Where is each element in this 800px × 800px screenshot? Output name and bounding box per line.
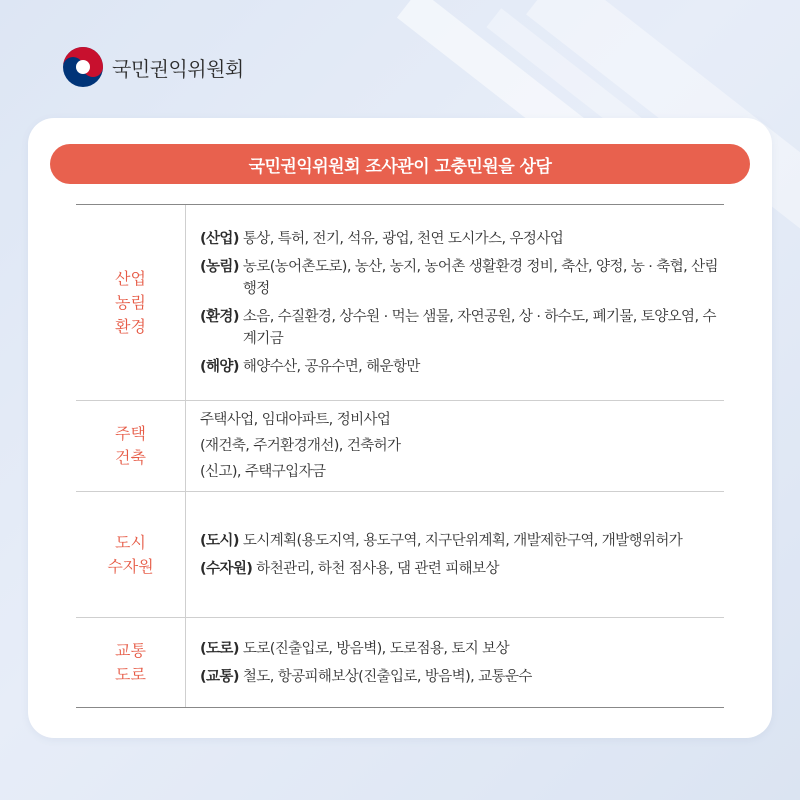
list-item <box>200 558 724 580</box>
content-cell <box>186 401 724 491</box>
category-label: 교통 <box>115 640 146 660</box>
category-label: 환경 <box>115 316 146 336</box>
item-tag: (해양) <box>200 358 239 375</box>
table-row <box>76 492 724 618</box>
list-item <box>200 638 724 660</box>
list-item <box>200 306 724 350</box>
item-desc: 철도, 항공피해보상(진출입로, 방음벽), 교통운수 <box>242 668 532 685</box>
title-banner <box>50 144 750 184</box>
category-table <box>76 204 724 708</box>
category-label: 산업 <box>115 268 146 288</box>
card-title: 국민권익위원회 조사관이 고충민원을 상담 <box>248 156 552 177</box>
item-desc: 통상, 특허, 전기, 석유, 광업, 천연 도시가스, 우정사업 <box>242 230 564 247</box>
table-row <box>76 401 724 492</box>
list-item <box>200 256 724 300</box>
item-tag: (도시) <box>200 532 239 549</box>
item-desc: 해양수산, 공유수면, 해운항만 <box>242 358 420 375</box>
category-cell <box>76 401 186 491</box>
item-tag: (도로) <box>200 640 239 657</box>
content-cell <box>186 492 724 617</box>
category-label: 건축 <box>115 448 146 467</box>
category-cell <box>76 492 186 617</box>
category-cell <box>76 618 186 707</box>
item-tag: (농림) <box>200 258 239 275</box>
table-row <box>76 205 724 401</box>
item-desc: 하천관리, 하천 점사용, 댐 관련 피해보상 <box>256 560 499 577</box>
list-item <box>200 530 724 552</box>
list-item <box>200 228 724 250</box>
org-name: 국민권익위원회 <box>112 56 244 81</box>
category-label: 수자원 <box>107 556 154 576</box>
header <box>62 46 244 88</box>
list-item <box>200 666 724 688</box>
category-label: 도시 <box>115 532 146 552</box>
taegeuk-emblem-icon <box>62 46 104 88</box>
content-line: (재건축, 주거환경개선), 건축허가 <box>200 438 401 454</box>
item-desc: 도시계획(용도지역, 용도구역, 지구단위계획, 개발제한구역, 개발행위허가 <box>242 532 683 549</box>
category-label: 주택 <box>115 424 146 443</box>
category-label: 농림 <box>115 292 146 312</box>
list-item <box>200 356 724 378</box>
item-tag: (교통) <box>200 668 239 685</box>
content-line: (신고), 주택구입자금 <box>200 464 326 480</box>
content-card <box>28 118 772 738</box>
item-tag: (수자원) <box>200 560 253 577</box>
item-desc: 도로(진출입로, 방음벽), 도로점용, 토지 보상 <box>242 640 509 657</box>
content-cell <box>186 205 724 400</box>
item-desc: 농로(농어촌도로), 농산, 농지, 농어촌 생활환경 정비, 축산, 양정, 농 · 축협, 산림행정 <box>242 258 718 297</box>
item-tag: (산업) <box>200 230 239 247</box>
item-desc: 소음, 수질환경, 상수원 · 먹는 샘물, 자연공원, 상 · 하수도, 폐기물, 토양오염, 수계기금 <box>242 308 716 347</box>
category-label: 도로 <box>115 664 146 684</box>
content-cell <box>186 618 724 707</box>
content-line: 주택사업, 임대아파트, 정비사업 <box>200 412 391 428</box>
category-cell <box>76 205 186 400</box>
item-tag: (환경) <box>200 308 239 325</box>
table-row <box>76 618 724 707</box>
